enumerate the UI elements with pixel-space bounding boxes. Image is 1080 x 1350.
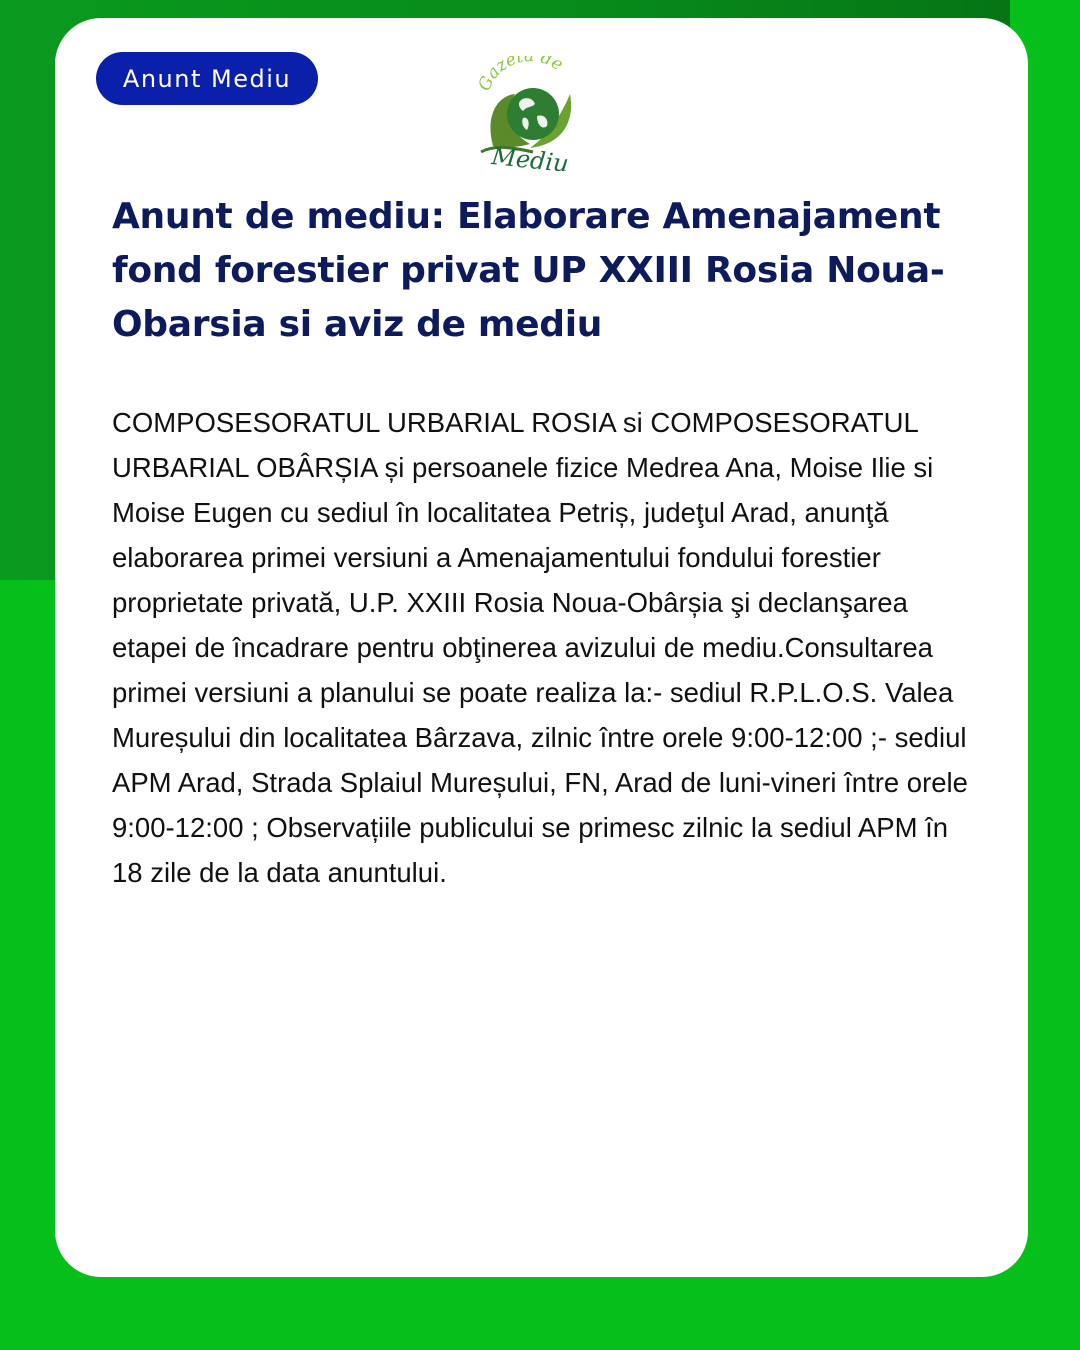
article-title: Anunt de mediu: Elaborare Amenajament fond forestier privat UP XXIII Rosia Noua-Obarsia si aviz de mediu <box>112 196 945 345</box>
article-body: COMPOSESORATUL URBARIAL ROSIA si COMPOSESORATUL URBARIAL OBÂRȘIA și persoanele fizice Medrea Ana, Moise Ilie si Moise Eugen cu sediul în localitatea Petriș, judeţul Arad, anunţă elaborarea primei versiuni a Amenajamentului fondului forestier proprietate privată, U.P. XXIII Rosia Noua-Obârșia şi declanşarea etapei de încadrare pentru obţinerea avizului de mediu.Consultarea primei versiuni a planului se poate realiza la:- sediul R.P.L.O.S. Valea Mureșului din localitatea Bârzava, zilnic între orele 9:00-12:00 ;- sediul APM Arad, Strada Splaiul Mureșului, FN, Arad de luni-vineri între orele 9:00-12:00 ; Observațiile publicului se primesc zilnic la sediul APM în 18 zile de la data anuntului. <box>112 407 968 888</box>
globe-leaf-icon <box>475 56 585 171</box>
gazeta-de-mediu-logo <box>475 56 585 171</box>
category-badge-label: Anunt Mediu <box>122 64 292 93</box>
category-badge[interactable] <box>96 52 318 105</box>
svg-text:Gazeta de: Gazeta de <box>475 56 567 95</box>
announcement-card <box>55 18 1028 1277</box>
svg-text:Mediu: Mediu <box>490 142 570 171</box>
